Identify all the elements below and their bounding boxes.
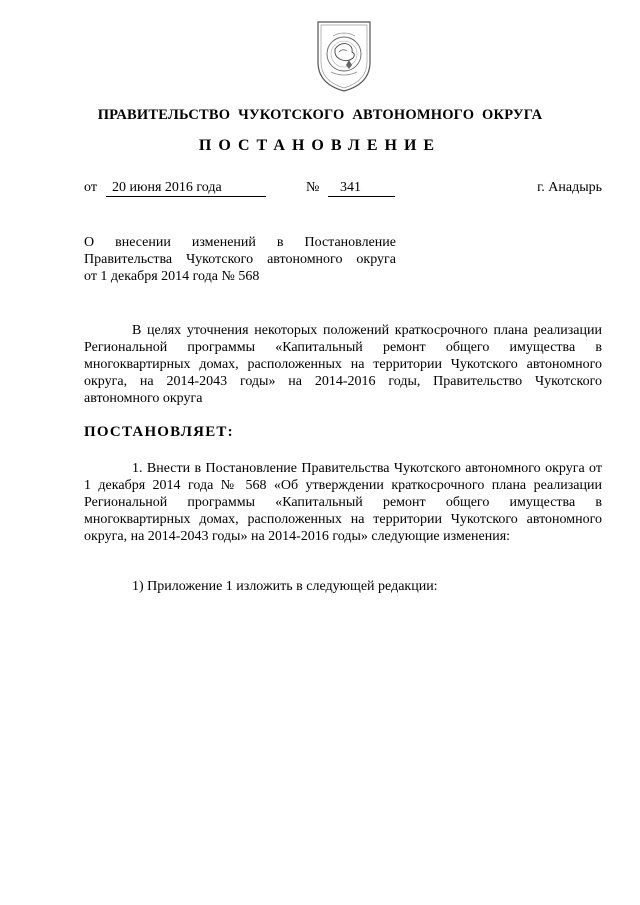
coat-of-arms-icon <box>313 16 375 94</box>
number-label: № <box>306 180 320 195</box>
resolves-heading: ПОСТАНОВЛЯЕТ: <box>84 424 234 440</box>
title-line: Правительства Чукотского автономного округа <box>84 252 396 267</box>
document-title <box>84 234 396 285</box>
government-name: ПРАВИТЕЛЬСТВО ЧУКОТСКОГО АВТОНОМНОГО ОКРУГА <box>97 107 543 123</box>
coat-of-arms-emblem <box>313 16 375 94</box>
title-line: О внесении изменений в Постановление <box>84 235 396 250</box>
city-name: г. Анадырь <box>537 180 602 195</box>
document-number: 341 <box>328 180 395 197</box>
title-line: от 1 декабря 2014 года № 568 <box>84 269 260 284</box>
clause-1-paragraph: 1. Внести в Постановление Правительства Чукотского автономного округа от 1 декабря 2014 года № 568 «Об утверждении краткосрочного плана реализации Региональной программы «Капитальный ремонт общего имущества в многоквартирных домах, расположенных на территории Чукотского автономного округа, на 2014-2043 годы» на 2014-2016 годы» следующие изменения: <box>84 461 602 544</box>
document-type: ПОСТАНОВЛЕНИЕ <box>198 137 442 154</box>
from-label: от <box>84 180 97 195</box>
document-meta-line <box>84 180 602 200</box>
preamble-paragraph: В целях уточнения некоторых положений краткосрочного плана реализации Региональной программы «Капитальный ремонт общего имущества в многоквартирных домах, расположенных на территории Чукотского автономного округа, на 2014-2043 годы» на 2014-2016 годы, Правительство Чукотского автономного округа <box>84 323 602 406</box>
subclause-1-paragraph: 1) Приложение 1 изложить в следующей редакции: <box>132 579 438 594</box>
document-date: 20 июня 2016 года <box>106 180 266 197</box>
